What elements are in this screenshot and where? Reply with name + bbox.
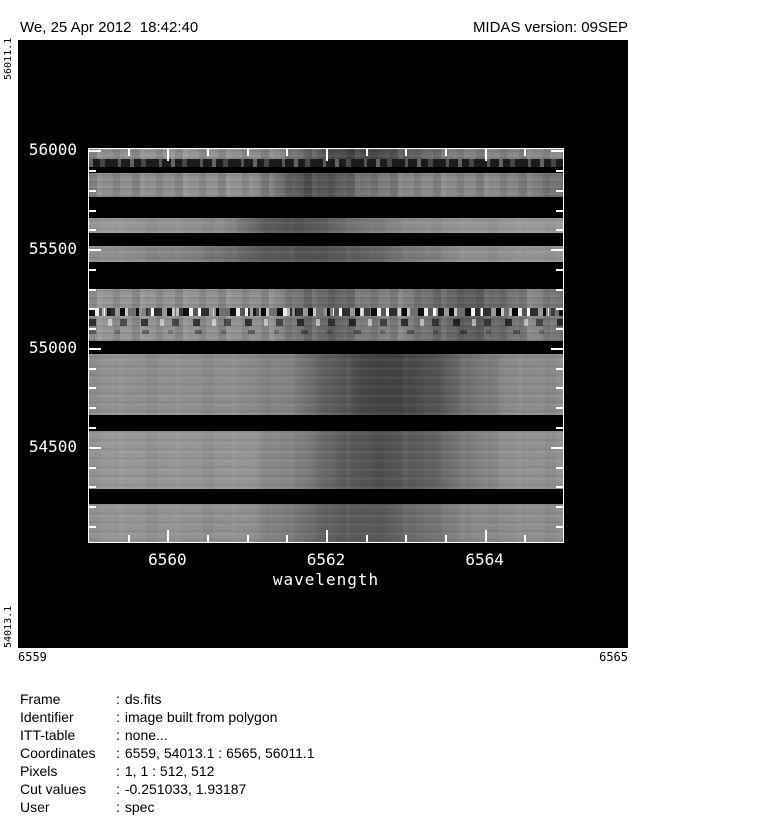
x-major-tick [485,149,487,161]
spectrum-band [89,354,563,415]
info-separator: : [116,691,120,707]
info-value: spec [124,799,155,815]
spectrum-band [89,431,563,489]
y-major-tick [551,348,563,350]
y-minor-tick [556,506,563,508]
y-axis-tick-label: 56000 [28,140,77,160]
info-separator: : [116,745,120,761]
info-value: image built from polygon [124,709,278,725]
info-label: User [20,799,50,815]
band-texture [89,173,563,197]
y-minor-tick [556,170,563,172]
y-minor-tick [556,308,563,310]
x-minor-tick [128,149,130,156]
y-major-tick [89,150,101,152]
info-row-frame [20,690,315,708]
y-minor-tick [89,427,96,429]
midas-version-label: MIDAS version: 09SEP [472,19,628,36]
x-minor-tick [405,149,407,156]
x-minor-tick [524,149,526,156]
y-minor-tick [556,368,563,370]
noise-row [89,308,563,316]
y-minor-tick [556,210,563,212]
spectral-image-plot [88,148,564,543]
info-row-coordinates [20,744,315,762]
info-label: Coordinates [20,745,96,761]
y-minor-tick [89,368,96,370]
x-minor-tick [128,535,130,542]
info-value: 1, 1 : 512, 512 [124,763,215,779]
y-major-tick [551,447,563,449]
y-major-tick [89,249,101,251]
info-separator: : [116,781,120,797]
y-min-rotated-label: 54013.1 [3,605,14,648]
y-major-tick [89,447,101,449]
display-canvas [18,40,628,648]
y-major-tick [551,150,563,152]
info-row-identifier [20,708,315,726]
info-separator: : [116,709,120,725]
x-axis-tick-label: 6562 [306,550,346,569]
spectrum-band [89,218,563,233]
spectrum-band [89,173,563,197]
y-minor-tick [89,210,96,212]
band-texture [89,354,563,415]
y-minor-tick [556,427,563,429]
y-minor-tick [89,190,96,192]
info-separator: : [116,763,120,779]
x-minor-tick [405,535,407,542]
y-minor-tick [89,289,96,291]
y-axis-tick-label: 54500 [28,436,77,456]
info-row-itt-table [20,726,315,744]
x-major-tick [167,149,169,161]
info-value: ds.fits [124,691,162,707]
y-minor-tick [89,170,96,172]
y-minor-tick [556,328,563,330]
x-minor-tick [286,149,288,156]
y-minor-tick [89,308,96,310]
x-minor-tick [524,535,526,542]
y-minor-tick [556,289,563,291]
info-label: Frame [20,691,61,707]
y-minor-tick [89,467,96,469]
x-major-tick [485,530,487,542]
y-minor-tick [89,407,96,409]
y-minor-tick [556,526,563,528]
info-label: Pixels [20,763,58,779]
y-minor-tick [89,486,96,488]
band-texture [89,431,563,489]
y-minor-tick [556,229,563,231]
y-max-rotated-label: 56011.1 [3,37,14,80]
x-major-tick [326,149,328,161]
info-label: Identifier [20,709,74,725]
x-axis-tick-label: 6560 [148,550,187,569]
y-minor-tick [556,486,563,488]
x-minor-tick [207,149,209,156]
y-minor-tick [89,229,96,231]
y-minor-tick [556,407,563,409]
frame-info-block [20,690,315,816]
y-minor-tick [89,269,96,271]
y-major-tick [89,348,101,350]
info-value: 6559, 54013.1 : 6565, 56011.1 [124,745,315,761]
y-minor-tick [89,387,96,389]
y-minor-tick [556,269,563,271]
x-minor-tick [286,535,288,542]
info-separator: : [116,799,120,815]
y-minor-tick [556,190,563,192]
x-minor-tick [207,535,209,542]
y-major-tick [551,249,563,251]
y-minor-tick [556,467,563,469]
band-texture [89,246,563,262]
info-row-pixels [20,762,315,780]
noise-row [89,319,563,326]
info-row-user [20,798,315,816]
y-minor-tick [89,526,96,528]
x-minor-tick [445,535,447,542]
x-minor-tick [366,149,368,156]
datetime-label: We, 25 Apr 2012 18:42:40 [20,19,199,36]
info-label: Cut values [20,781,87,797]
x-major-tick [326,530,328,542]
x-minor-tick [247,149,249,156]
x-minor-tick [445,149,447,156]
x-min-label: 6559 [18,650,47,664]
x-max-label: 6565 [599,650,628,664]
x-axis-title: wavelength [272,570,380,589]
spectrum-band [89,246,563,262]
y-minor-tick [556,387,563,389]
x-major-tick [167,530,169,542]
band-texture [89,218,563,233]
info-value: none... [124,727,168,743]
y-axis-tick-label: 55000 [28,337,77,357]
noise-row [89,330,563,334]
info-label: ITT-table [20,727,76,743]
x-axis-tick-label: 6564 [465,550,504,569]
y-minor-tick [89,506,96,508]
y-axis-tick-label: 55500 [28,239,77,259]
info-value: -0.251033, 1.93187 [124,781,247,797]
y-minor-tick [89,328,96,330]
info-separator: : [116,727,120,743]
spectrum-band [89,289,563,341]
info-row-cut-values [20,780,315,798]
x-minor-tick [366,535,368,542]
x-minor-tick [247,535,249,542]
